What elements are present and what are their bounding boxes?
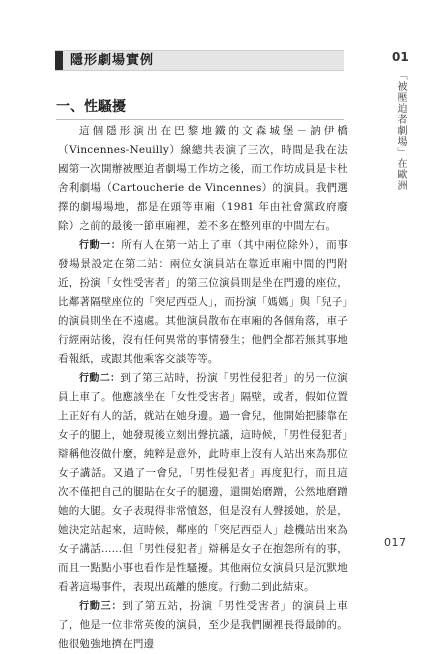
paragraph-action-1 [58,236,348,369]
paragraph-label: 行動二： [79,373,121,384]
heading-rule [56,119,344,120]
paragraph-text: 這個隱形演出在巴黎地鐵的文森城堡－訥伊橋（Vincennes-Neuilly）線總共表演了三次，時間是我在法國第一次開辦被壓迫者劇場工作坊之後，而工作坊成員是卡杜舍利劇場（Cartoucherie de Vincennes）的演員。我們選擇的劇場場地，都是在頭等車廂（1981 年由社會黨政府廢除）之前的最後一節車廂裡，差不多在整列車的中間左右。 [58,125,348,232]
section-heading: 一、性騷擾 [56,99,126,115]
section-banner [55,50,344,71]
banner-title: 隱形劇場實例 [70,53,155,68]
paragraph-label: 行動三： [79,601,123,612]
paragraph-action-3 [58,597,348,654]
paragraph-text: 到了第三站時，扮演「男性侵犯者」的另一位演員上車了。他應該坐在「女性受害者」隔壁，或者，假如位置上正好有人的話，就站在她身邊。過一會兒，他開始把膝靠在女子的腿上，她發現後立刻出聲抗議，這時候，「男性侵犯者」辯稱他沒做什麼，純粹是意外，此時車上沒有人站出來為那位女子講話。又過了一會兒，「男性侵犯者」再度犯行，而且這次不僅把自己的腿貼在女子的腿邊，還開始磨蹭，公然地磨蹭她的大腿。女子表現得非常憤怒，但是沒有人聲援她，於是，她決定站起來，這時候，鄰座的「突尼西亞人」趁機站出來為女子講話……但「男性侵犯者」辯稱是女子在抱怨所有的事，而且一點點小事也看作是性騷擾。其他兩位女演員只是沉默地看著這場事件，表現出疏離的態度。行動二到此結束。 [58,372,348,593]
page-number: 017 [384,536,407,549]
paragraph-text: 所有人在第一站上了車（其中兩位除外），而事發場景設定在第二站：兩位女演員站在靠近車廂中間的門附近，扮演「女性受害者」的第三位演員則是坐在門邊的座位，比鄰著隔壁座位的「突尼西亞人」，而扮演「媽媽」與「兒子」的演員則坐在不遠處。其他演員散布在車廂的各個角落，車子行經兩站後，沒有任何異常的事情發生；他們全都若無其事地看報紙，或跟其他乘客交談等等。 [58,239,348,365]
paragraph-label: 行動一： [79,240,122,251]
paragraph-intro [58,122,348,236]
running-title: 「被壓迫者劇場」在歐洲 [395,70,406,191]
paragraph-action-2 [58,369,348,597]
chapter-number: 01 [392,50,409,64]
body-text [58,122,348,654]
banner-marker [55,51,63,70]
paragraph-text: 到了第五站，扮演「男性受害者」的演員上車了，他是一位非常英俊的演員，至少是我們團裡長得最帥的。他很勉強地擠在門邊 [58,600,349,650]
